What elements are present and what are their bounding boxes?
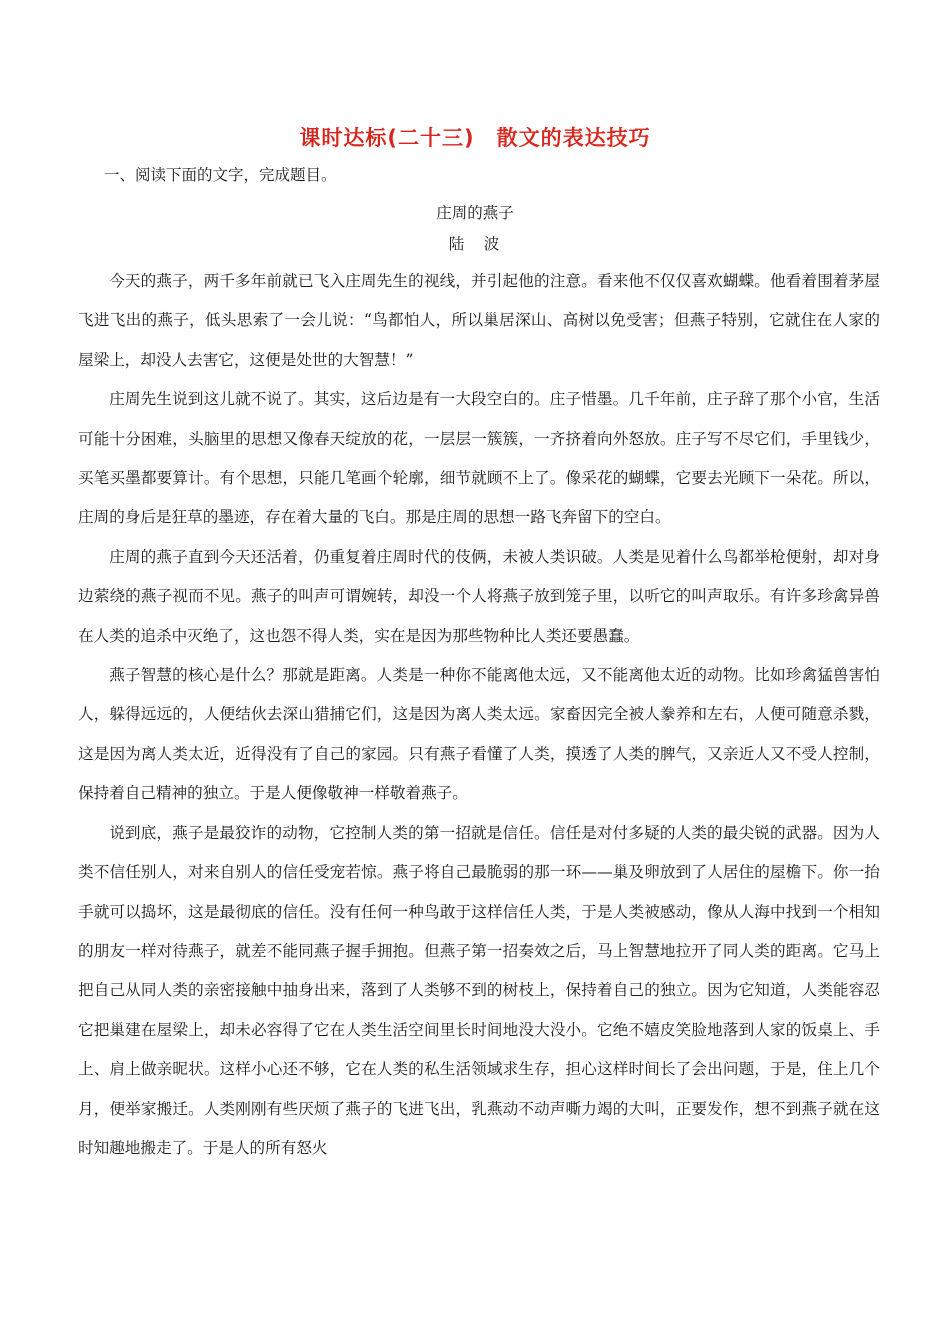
paragraph-5: 说到底，燕子是最狡诈的动物，它控制人类的第一招就是信任。信任是对付多疑的人类的最尖锐的武器。因为人类不信任别人，对来自别人的信任受宠若惊。燕子将自己最脆弱的那一环——巢及卵放到了人居住的屋檐下。你一抬手就可以捣坏，这是最彻底的信任。没有任何一种鸟敢于这样信任人类，于是人类被感动，像从人海中找到一个相知的朋友一样对待燕子，就差不能同燕子握手拥抱。但燕子第一招奏效之后，马上智慧地拉开了同人类的距离。它马上把自己从同人类的亲密接触中抽身出来，落到了人类够不到的树枝上，保持着自己的独立。因为它知道，人类能容忍它把巢建在屋梁上，却未必容得了它在人类生活空间里长时间地没大没小。它绝不嬉皮笑脸地落到人家的饭桌上、手上、肩上做亲昵状。这样小心还不够，它在人类的私生活领域求生存，担心这样时间长了会出问题，于是，住上几个月，便举家搬迁。人类刚刚有些厌烦了燕子的飞进飞出，乳燕动不动声嘶力竭的大叫，正要发作，想不到燕子就在这时知趣地搬走了。于是人的所有怒火 <box>78 823 880 1157</box>
paragraph-4: 燕子智慧的核心是什么？那就是距离。人类是一种你不能离他太远，又不能离他太近的动物。比如珍禽猛兽害怕人，躲得远远的，人便结伙去深山猎捕它们，这是因为离人类太远。家畜因完全被人豢养和左右，人便可随意杀戮，这是因为离人类太近，近得没有了自己的家园。只有燕子看懂了人类，摸透了人类的脾气，又亲近人又不受人控制，保持着自己精神的独立。于是人便像敬神一样敬着燕子。 <box>78 666 880 803</box>
article-title: 庄周的燕子 <box>436 204 514 222</box>
page-title: 课时达标(二十三) 散文的表达技巧 <box>299 126 651 150</box>
paragraph-2: 庄周先生说到这儿就不说了。其实，这后边是有一大段空白的。庄子惜墨。几千年前，庄子辞了那个小官，生活可能十分困难，头脑里的思想又像春天绽放的花，一层层一簇簇，一齐挤着向外怒放。庄子写不尽它们，手里钱少，买笔买墨都要算计。有个思想，只能几笔画个轮廓，细节就顾不上了。像采花的蝴蝶，它要去光顾下一朵花。所以，庄周的身后是狂草的墨迹，存在着大量的飞白。那是庄周的思想一路飞奔留下的空白。 <box>78 390 880 527</box>
article-author: 陆 波 <box>448 235 502 253</box>
paragraph-3: 庄周的燕子直到今天还活着，仍重复着庄周时代的伎俩，未被人类识破。人类是见着什么鸟都举枪便射，却对身边萦绕的燕子视而不见。燕子的叫声可谓婉转，却没一个人将燕子放到笼子里，以听它的叫声取乐。有许多珍禽异兽在人类的追杀中灭绝了，这也怨不得人类，实在是因为那些物种比人类还要愚蠢。 <box>78 547 880 645</box>
paragraph-1: 今天的燕子，两千多年前就已飞入庄周先生的视线，并引起他的注意。看来他不仅仅喜欢蝴蝶。他看着围着茅屋飞进飞出的燕子，低头思索了一会儿说：“鸟都怕人，所以巢居深山、高树以免受害；但燕子特别，它就住在人家的屋梁上，却没人去害它，这便是处世的大智慧！” <box>78 272 880 369</box>
question-intro: 一、阅读下面的文字，完成题目。 <box>104 166 337 184</box>
article-body <box>78 262 880 1168</box>
